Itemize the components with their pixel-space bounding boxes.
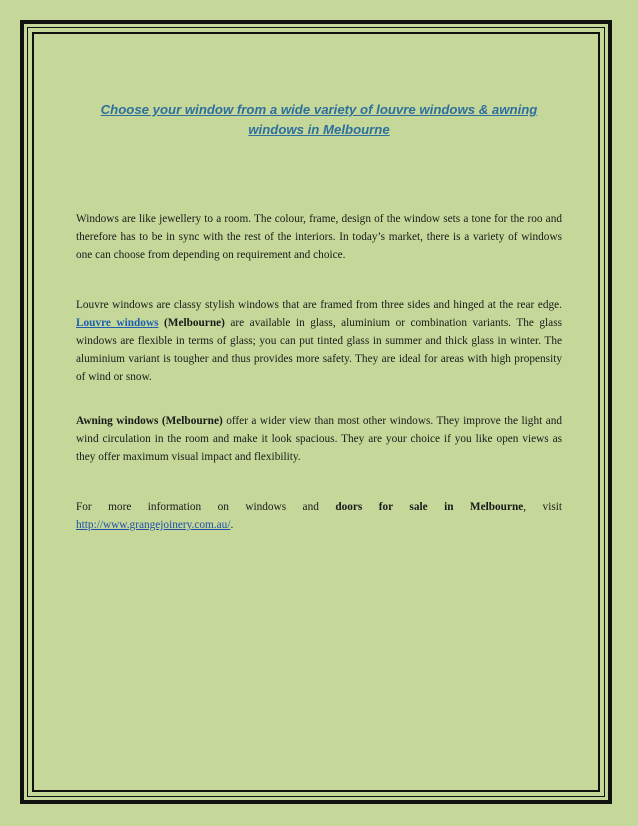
paragraph-louvre bbox=[76, 296, 562, 386]
more-info-text-b: , visit bbox=[523, 501, 563, 513]
doors-for-sale: doors for sale in Melbourne bbox=[335, 501, 524, 513]
awning-title: Awning windows bbox=[76, 415, 159, 427]
title-line-2: windows in Melbourne bbox=[248, 122, 390, 137]
paragraph-awning bbox=[76, 412, 562, 466]
louvre-windows-link[interactable]: Louvre windows bbox=[76, 317, 159, 329]
louvre-text-b: are available in glass, aluminium or combination variants. The glass windows are flexible in terms of glass; you can put tinted glass in summer and thick glass in winter. The aluminium variant is tougher and thus provides more safety. They are ideal for areas with high propensity of wind or snow. bbox=[76, 317, 562, 383]
paragraph-intro: Windows are like jewellery to a room. The colour, frame, design of the window sets a tone for the roo and therefore has to be in sync with the rest of the interiors. In today’s market, there is a variety of windows one can choose from depending on requirement and choice. bbox=[76, 213, 562, 261]
title-line-1: Choose your window from a wide variety of louvre windows & awning bbox=[100, 102, 538, 117]
more-info-last-line bbox=[76, 516, 562, 534]
website-link[interactable]: http://www.grangejoinery.com.au/ bbox=[76, 519, 231, 531]
awning-text: offer a wider view than most other windows. They improve the light and wind circulation in the room and make it look spacious. They are your choice if you like open views as they offer maximum visual impact and flexibility. bbox=[76, 415, 563, 463]
louvre-location: (Melbourne) bbox=[164, 317, 225, 329]
awning-location: (Melbourne) bbox=[161, 415, 223, 427]
more-info-end: . bbox=[230, 519, 234, 531]
document-title bbox=[76, 100, 562, 140]
louvre-text-a: Louvre windows are classy stylish windows that are framed from three sides and hinged at the rear edge. bbox=[76, 299, 562, 311]
paragraph-more-info bbox=[76, 498, 562, 534]
more-info-text-a: For more information on windows and bbox=[76, 501, 319, 513]
